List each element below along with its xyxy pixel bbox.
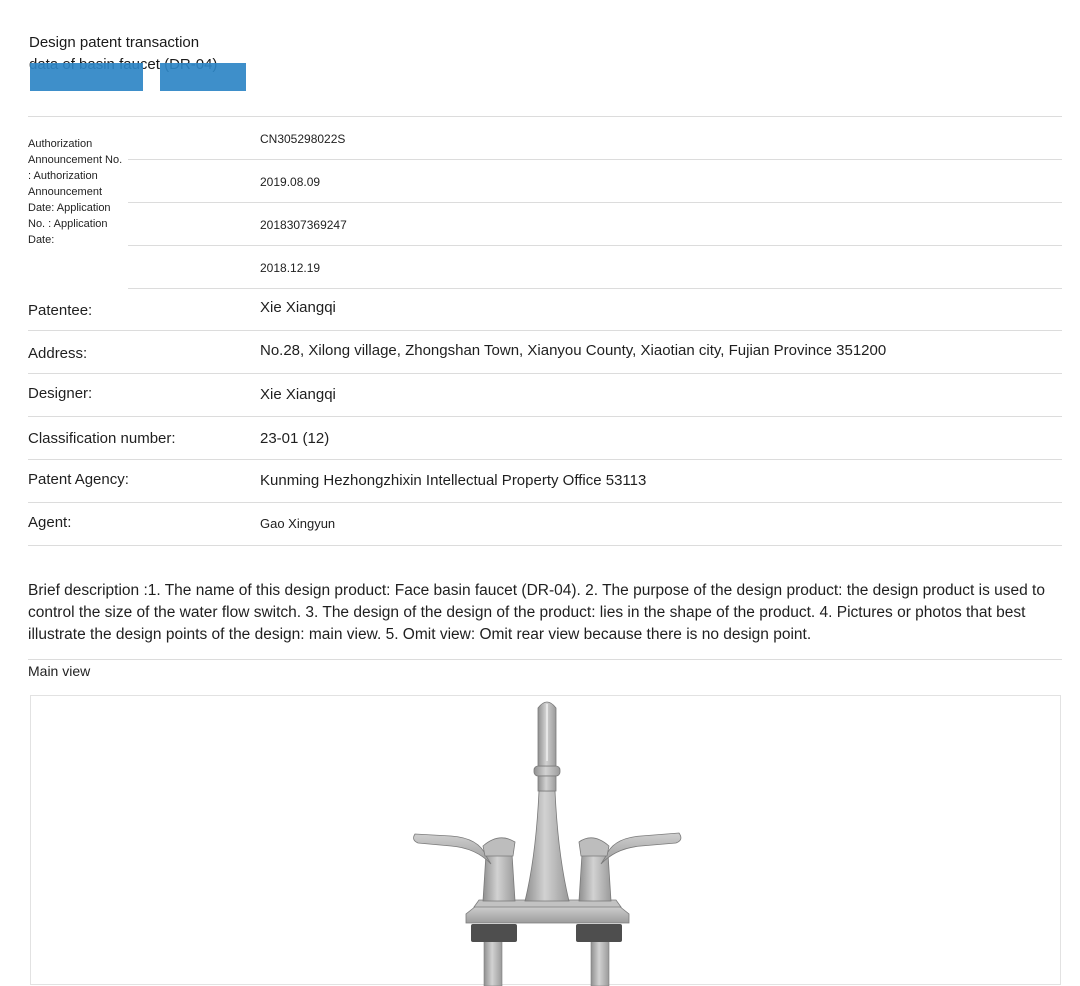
divider	[28, 116, 1062, 117]
basin-faucet-drawing	[31, 696, 1062, 986]
agent-label: Agent:	[28, 514, 72, 531]
title-line-1: Design patent transaction	[29, 34, 200, 51]
patent-agency-value: Kunming Hezhongzhixin Intellectual Property Office 53113	[260, 472, 647, 489]
highlight-marker	[160, 63, 246, 91]
highlight-marker	[30, 63, 143, 91]
authorization-announcement-date: 2019.08.09	[260, 175, 321, 189]
classification-value: 23-01 (12)	[260, 430, 330, 447]
divider	[28, 459, 1062, 460]
divider	[128, 159, 1062, 160]
address-value: No.28, Xilong village, Zhongshan Town, Xianyou County, Xiaotian city, Fujian Province 351200	[260, 342, 887, 359]
address-label: Address:	[28, 345, 88, 362]
divider	[128, 288, 1062, 289]
agent-value: Gao Xingyun	[260, 516, 336, 531]
application-no: 2018307369247	[260, 218, 347, 232]
brief-description: Brief description :1. The name of this design product: Face basin faucet (DR-04). 2. The purpose of the design product: the design product is used to control the size of the water flow switch. 3. The design of the design of the product: lies in the shape of the product. 4. Pictures or photos that best illustrate the design points of the design: main view. 5. Omit view: Omit rear view because there is no design point.	[28, 582, 1045, 643]
patent-agency-label: Patent Agency:	[28, 471, 129, 488]
authorization-announcement-no: CN305298022S	[260, 132, 346, 146]
divider	[28, 330, 1062, 331]
patentee-label: Patentee:	[28, 302, 93, 319]
designer-value: Xie Xiangqi	[260, 386, 336, 403]
designer-label: Designer:	[28, 385, 93, 402]
divider	[28, 416, 1062, 417]
divider	[28, 545, 1062, 546]
divider	[128, 202, 1062, 203]
top-block-labels: Authorization Announcement No. : Authorization Announcement Date: Application No. : Application Date:	[28, 138, 123, 246]
divider	[28, 373, 1062, 374]
classification-label: Classification number:	[28, 430, 176, 447]
main-view-frame	[30, 695, 1061, 985]
divider	[128, 245, 1062, 246]
divider	[28, 659, 1062, 660]
main-view-label: Main view	[28, 663, 91, 679]
patentee-value: Xie Xiangqi	[260, 299, 336, 316]
divider	[28, 502, 1062, 503]
application-date: 2018.12.19	[260, 261, 321, 275]
